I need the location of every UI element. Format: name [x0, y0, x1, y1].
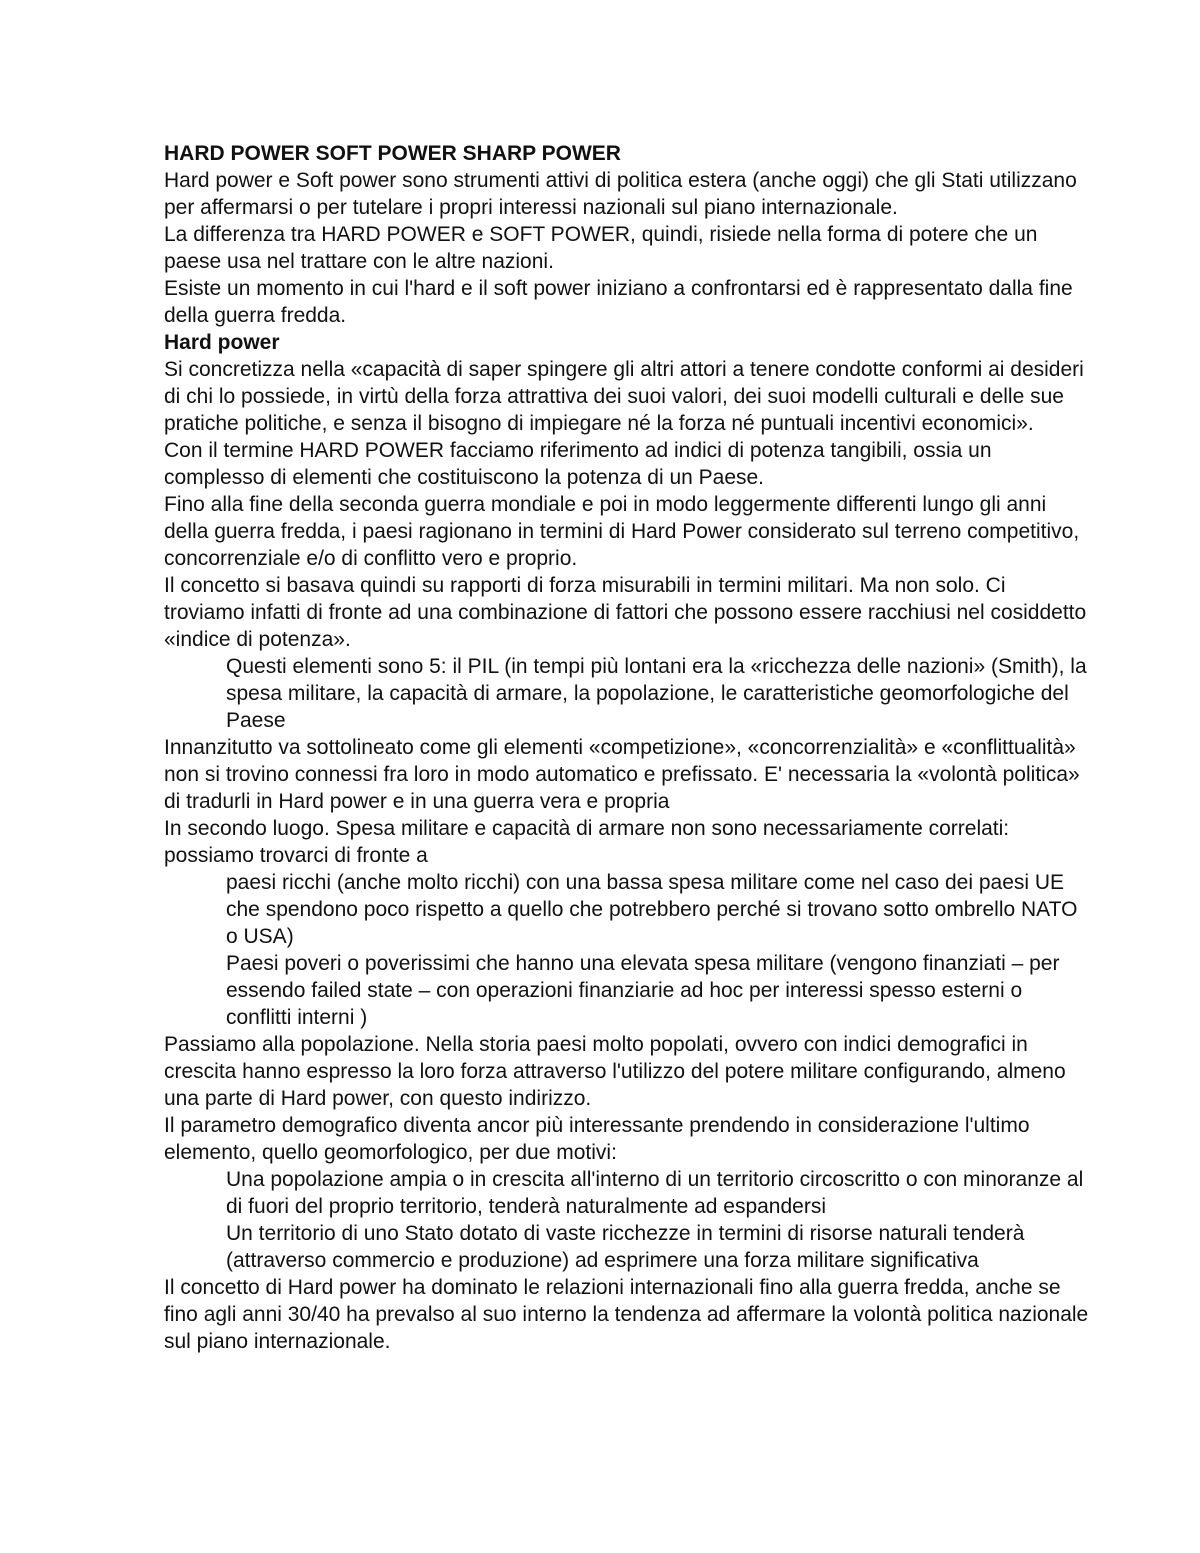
list-item	[0, 329, 1200, 356]
paragraph-text: Una popolazione ampia o in crescita all'interno di un territorio circoscritto o con minoranze al di fuori del proprio territorio, tenderà naturalmente ad espandersi	[226, 1168, 1084, 1218]
list-item	[0, 275, 1200, 329]
paragraph-text: Il parametro demografico diventa ancor più interessante prendendo in considerazione l'ultimo elemento, quello geomorfologico, per due motivi:	[164, 1114, 1030, 1164]
list-item	[0, 167, 1200, 221]
bullet-list	[0, 140, 1200, 1355]
list-item	[0, 491, 1200, 572]
paragraph-text: In secondo luogo. Spesa militare e capacità di armare non sono necessariamente correlati: possiamo trovarci di fronte a	[164, 817, 1010, 867]
paragraph-text: Con il termine HARD POWER facciamo riferimento ad indici di potenza tangibili, ossia un complesso di elementi che costituiscono la potenza di un Paese.	[164, 439, 992, 489]
paragraph-text: Hard power e Soft power sono strumenti attivi di politica estera (anche oggi) che gli Stati utilizzano per affermarsi o per tutelare i propri interessi nazionali sul piano internazionale.	[164, 169, 1077, 219]
section-heading: HARD POWER SOFT POWER SHARP POWER	[164, 142, 621, 165]
paragraph-text: Si concretizza nella «capacità di saper spingere gli altri attori a tenere condotte conformi ai desideri di chi lo possiede, in virtù della forza attrattiva dei suoi valori, dei suoi modelli culturali e delle sue pratiche politiche, e senza il bisogno di impiegare né la forza né puntuali incentivi economici».	[164, 358, 1084, 435]
list-item	[0, 356, 1200, 437]
list-item	[0, 734, 1200, 815]
paragraph-text: Fino alla fine della seconda guerra mondiale e poi in modo leggermente differenti lungo gli anni della guerra fredda, i paesi ragionano in termini di Hard Power considerato sul terreno competitivo, concorrenziale e/o di conflitto vero e proprio.	[164, 493, 1080, 570]
document-page	[0, 140, 1200, 1355]
sub-list-item	[0, 653, 1200, 734]
paragraph-text: Passiamo alla popolazione. Nella storia paesi molto popolati, ovvero con indici demografici in crescita hanno espresso la loro forza attraverso l'utilizzo del potere militare configurando, almeno una parte di Hard power, con questo indirizzo.	[164, 1033, 1066, 1110]
paragraph-text: Questi elementi sono 5: il PIL (in tempi più lontani era la «ricchezza delle nazioni» (Smith), la spesa militare, la capacità di armare, la popolazione, le caratteristiche geomorfologiche del Paese	[226, 655, 1087, 732]
paragraph-text: Il concetto di Hard power ha dominato le relazioni internazionali fino alla guerra fredda, anche se fino agli anni 30/40 ha prevalso al suo interno la tendenza ad affermare la volontà politica nazionale sul piano internazionale.	[164, 1276, 1089, 1353]
list-item	[0, 815, 1200, 869]
list-item	[0, 1274, 1200, 1355]
paragraph-text: paesi ricchi (anche molto ricchi) con una bassa spesa militare come nel caso dei paesi UE che spendono poco rispetto a quello che potrebbero perché si trovano sotto ombrello NATO o USA)	[226, 871, 1078, 948]
list-item	[0, 221, 1200, 275]
list-item	[0, 140, 1200, 167]
list-item	[0, 437, 1200, 491]
list-item	[0, 1112, 1200, 1166]
sub-list-item	[0, 1220, 1200, 1274]
paragraph-text: Il concetto si basava quindi su rapporti di forza misurabili in termini militari. Ma non solo. Ci troviamo infatti di fronte ad una combinazione di fattori che possono essere racchiusi nel cosiddetto «indice di potenza».	[164, 574, 1087, 651]
paragraph-text: Un territorio di uno Stato dotato di vaste ricchezze in termini di risorse naturali tenderà (attraverso commercio e produzione) ad esprimere una forza militare significativa	[226, 1222, 1025, 1272]
list-item	[0, 572, 1200, 653]
paragraph-text: Paesi poveri o poverissimi che hanno una elevata spesa militare (vengono finanziati – per essendo failed state – con operazioni finanziarie ad hoc per interessi spesso esterni o conflitti interni )	[226, 952, 1060, 1029]
paragraph-text: Innanzitutto va sottolineato come gli elementi «competizione», «concorrenzialità» e «conflittualità» non si trovino connessi fra loro in modo automatico e prefissato. E' necessaria la «volontà politica» di tradurli in Hard power e in una guerra vera e propria	[164, 736, 1080, 813]
sub-list-item	[0, 1166, 1200, 1220]
section-heading: Hard power	[164, 331, 280, 354]
sub-list-item	[0, 950, 1200, 1031]
paragraph-text: Esiste un momento in cui l'hard e il soft power iniziano a confrontarsi ed è rappresentato dalla fine della guerra fredda.	[164, 277, 1073, 327]
paragraph-text: La differenza tra HARD POWER e SOFT POWER, quindi, risiede nella forma di potere che un paese usa nel trattare con le altre nazioni.	[164, 223, 1038, 273]
sub-list-item	[0, 869, 1200, 950]
list-item	[0, 1031, 1200, 1112]
